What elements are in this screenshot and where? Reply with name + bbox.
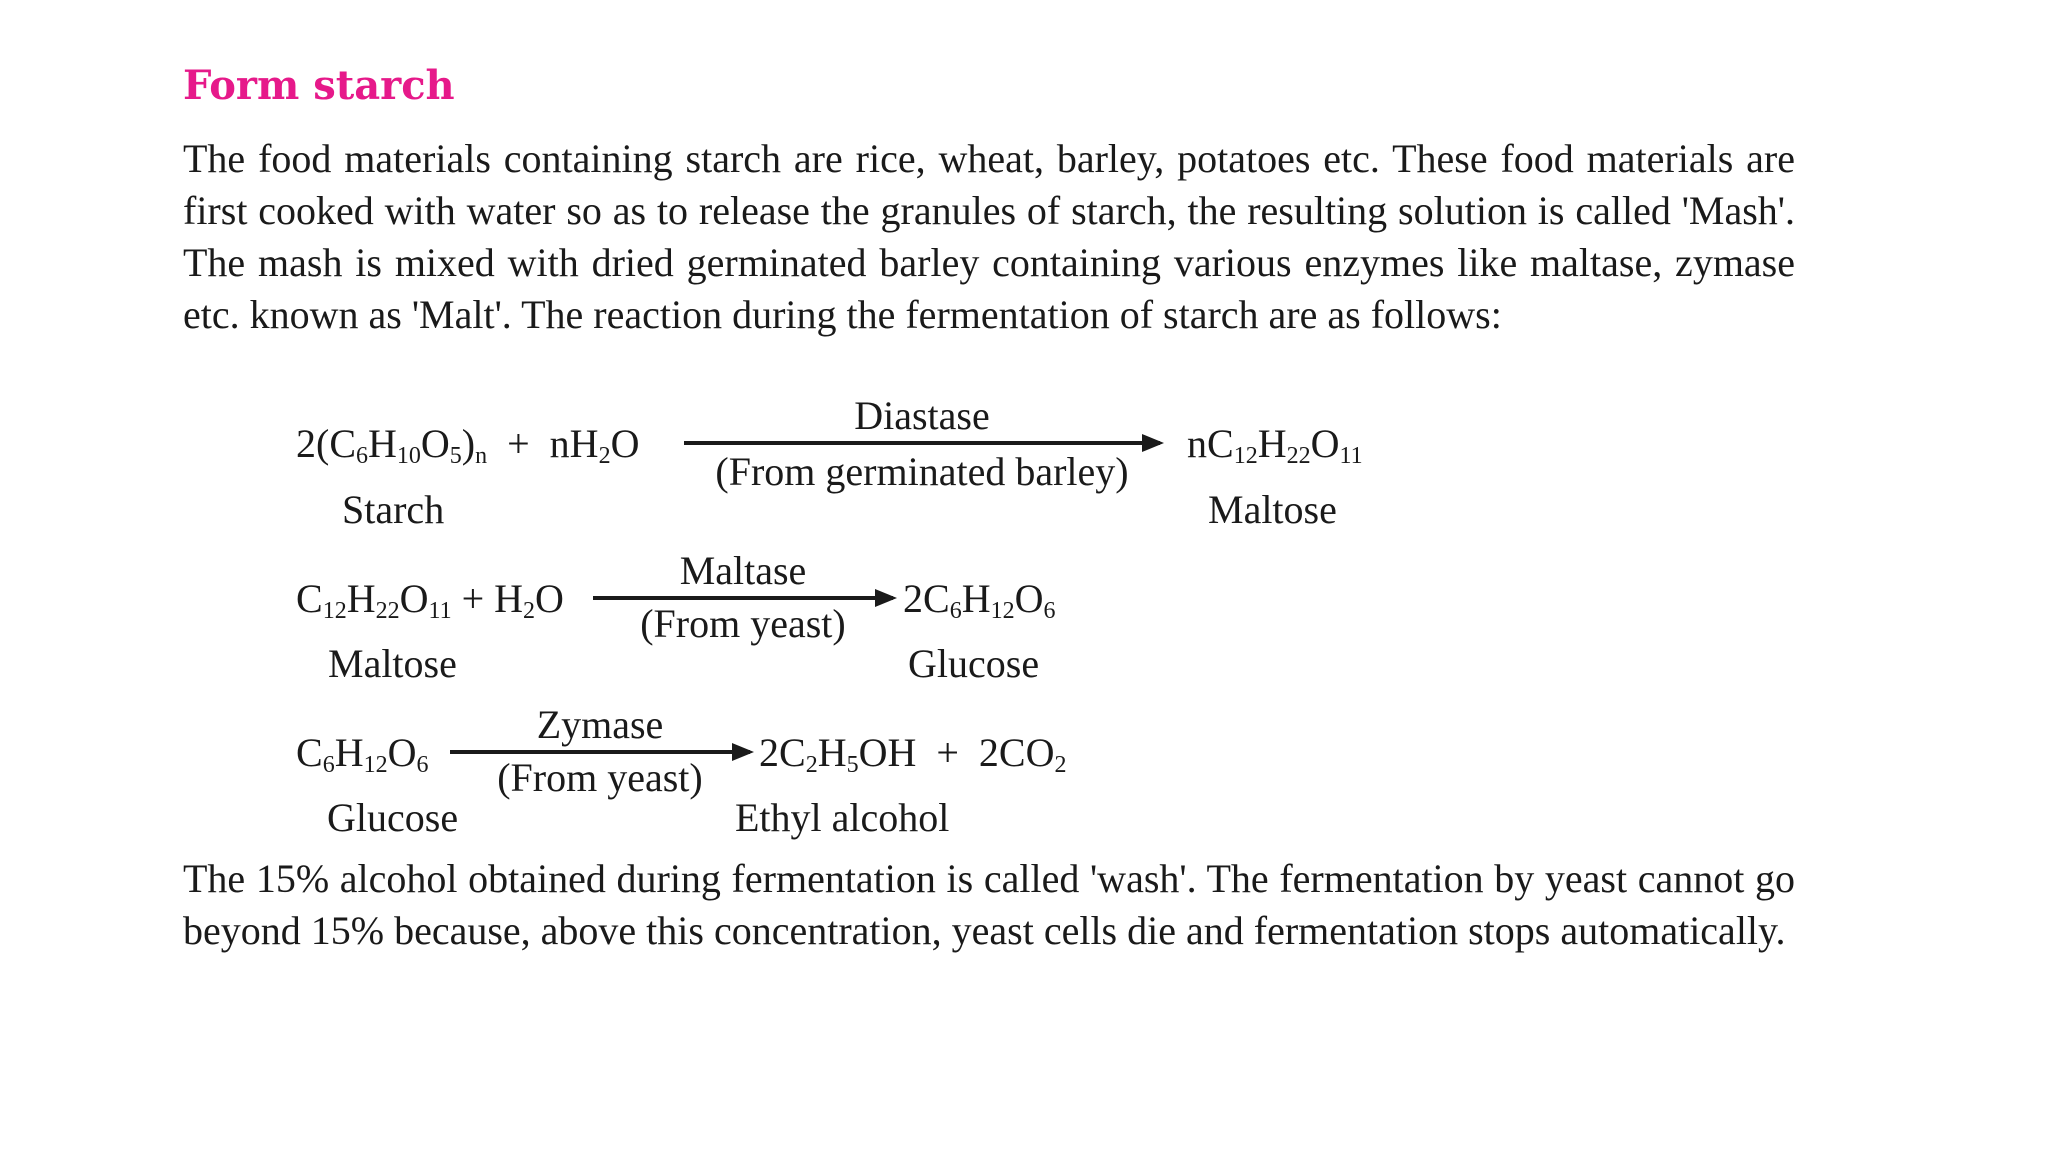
section-heading: Form starch	[183, 62, 455, 109]
reaction-3-reactants: $C_6H_{12}O_6$	[296, 730, 429, 778]
reaction-2-reactant-label: Maltose	[328, 641, 457, 686]
intro-paragraph: The food materials containing starch are rice, wheat, barley, potatoes etc. These food materials are first cooked with water so as to release the granules of starch, the resulting solution is called 'Mash'. The mash is mixed with dried germinated barley containing various enzymes like maltase, zymase etc. known as 'Malt'. The reaction during the fermentation of starch are as follows:	[183, 136, 1795, 337]
reaction-2-reactants: $C_{12}H_{22}O_{11} + H_2O$	[296, 576, 564, 624]
closing-paragraph: The 15% alcohol obtained during fermentation is called 'wash'. The fermentation by yeast cannot go beyond 15% because, above this concentration, yeast cells die and fermentation stops automatically.	[183, 856, 1795, 953]
reaction-2-arrow	[593, 596, 893, 600]
reaction-2-product-label: Glucose	[908, 641, 1040, 686]
reaction-3-source: (From yeast)	[497, 755, 703, 800]
reaction-1-reactant-label: Starch	[342, 487, 445, 532]
reaction-3-arrow	[450, 750, 750, 754]
reaction-2-product: $2C_6H_{12}O_6$	[903, 576, 1056, 624]
reaction-3-catalyst: Zymase	[536, 702, 664, 747]
reaction-1-reactants: $2(C_6H_{10}O_5)_n + nH_2O$	[296, 421, 640, 469]
reaction-1-product: $nC_{12}H_{22}O_{11}$	[1187, 421, 1363, 469]
reaction-3-product-label: Ethyl alcohol	[735, 795, 950, 840]
reaction-3-reactant-label: Glucose	[327, 795, 459, 840]
reaction-1-arrow	[684, 441, 1160, 445]
reaction-1-source: (From germinated barley)	[715, 449, 1129, 494]
reaction-1-product-label: Maltose	[1208, 487, 1337, 532]
reaction-2-catalyst: Maltase	[679, 548, 807, 593]
reaction-1-catalyst: Diastase	[854, 393, 990, 438]
reaction-3-products: $2C_2H_5OH + 2CO_2$	[759, 730, 1067, 778]
reaction-2-source: (From yeast)	[640, 601, 846, 646]
